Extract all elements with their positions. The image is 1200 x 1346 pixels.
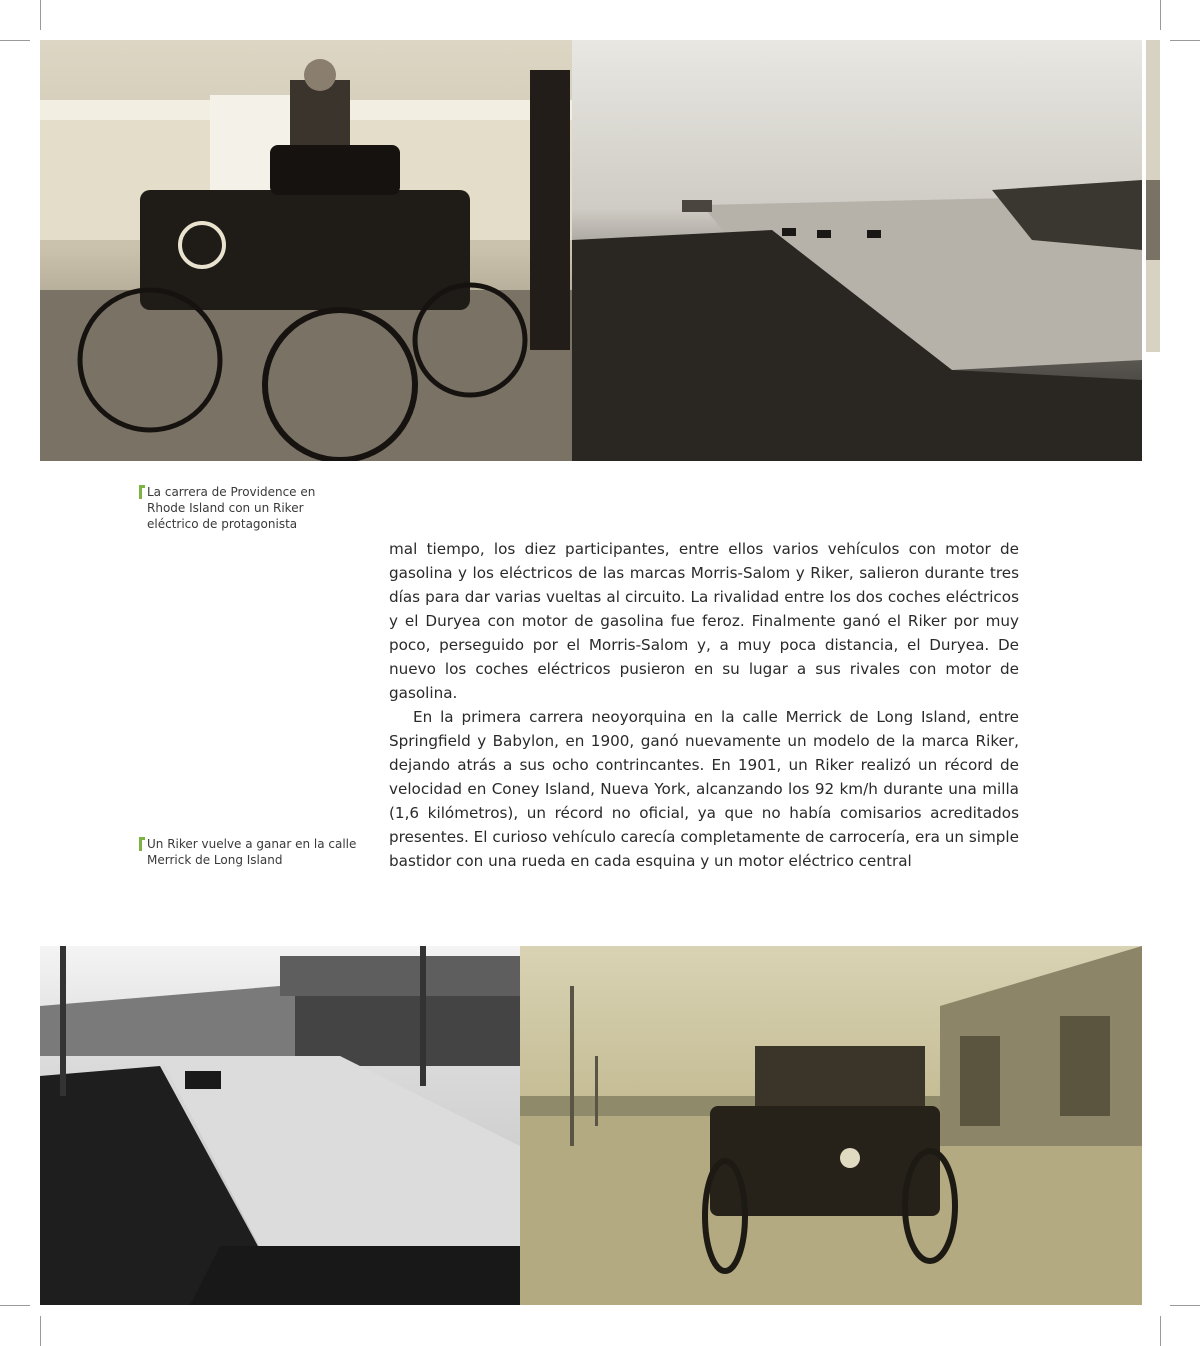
caption-providence-race: [139, 484, 315, 532]
caption-line: eléctrico de protagonista: [147, 517, 298, 531]
crop-mark: [1160, 0, 1161, 30]
crop-mark: [1170, 40, 1200, 41]
caption-line: Un Riker vuelve a ganar en la calle: [147, 837, 357, 851]
crop-mark: [0, 40, 30, 41]
crop-mark: [1170, 1305, 1200, 1306]
photo-providence-race: [572, 40, 1142, 461]
caption-merrick-street: [139, 836, 356, 868]
photo-merrick-street: [40, 946, 520, 1305]
article-paragraph: mal tiempo, los diez participantes, entre ellos varios vehículos con motor de gasolina y los eléctricos de las marcas Morris-Salom y Riker, salieron durante tres días para dar varias vueltas al circuito. La rivalidad entre los dos coches eléctricos y el Duryea con motor de gasolina fue feroz. Finalmente ganó el Riker por muy poco, perseguido por el Morris-Salom y, a muy poca distancia, el Duryea. De nuevo los coches eléctricos pusieron en su lugar a sus rivales con motor de gasolina.: [389, 540, 1019, 702]
photo-riker-carriage: [40, 40, 572, 461]
crop-mark: [40, 0, 41, 30]
caption-line: La carrera de Providence en: [147, 485, 316, 499]
crop-mark: [0, 1305, 30, 1306]
article-body: [389, 537, 1019, 873]
accent-mark: [139, 837, 145, 851]
caption-line: Rhode Island con un Riker: [147, 501, 304, 515]
accent-mark: [139, 485, 145, 499]
crop-mark: [1160, 1316, 1161, 1346]
article-paragraph: En la primera carrera neoyorquina en la calle Merrick de Long Island, entre Springfield y Babylon, en 1900, ganó nuevamente un modelo de la marca Riker, dejando atrás a sus ocho contrincantes. En 1901, un Riker realizó un récord de velocidad en Coney Island, Nueva York, alcanzando los 92 km/h durante una milla (1,6 kilómetros), un récord no oficial, ya que no había comisarios acreditados presentes. El curioso vehículo carecía completamente de carrocería, era un simple bastidor con una rueda en cada esquina y un motor eléctrico central: [389, 708, 1019, 870]
photo-edge-strip: [1146, 40, 1160, 352]
photo-riker-drivers: [520, 946, 1142, 1305]
caption-line: Merrick de Long Island: [147, 853, 283, 867]
crop-mark: [40, 1316, 41, 1346]
